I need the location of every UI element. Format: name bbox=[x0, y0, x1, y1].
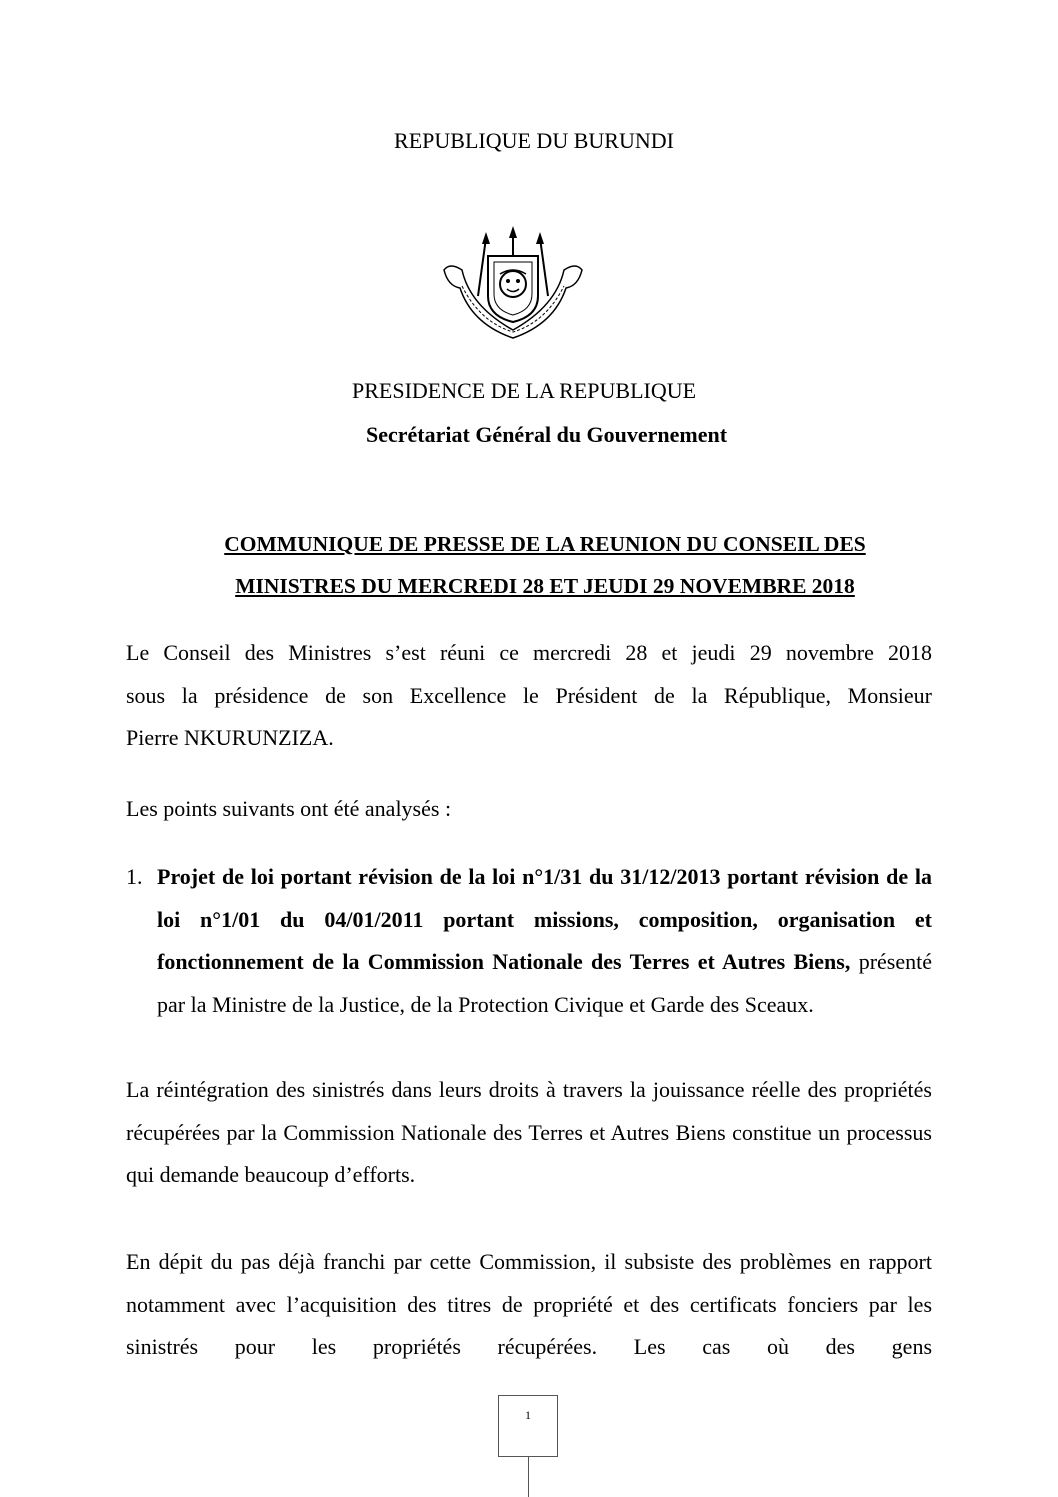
item-presenter: présenté par la Ministre de la Justice, de la Protection Civique et Garde des Sceaux. bbox=[157, 949, 933, 1017]
intro-line-1: Le Conseil des Ministres s’est réuni ce mercredi 28 et jeudi 29 novembre 2018 bbox=[126, 640, 932, 665]
item-body bbox=[157, 856, 932, 1026]
depit-paragraph: En dépit du pas déjà franchi par cette Commission, il subsiste des problèmes en rapport notamment avec l’acquisition des titres de propriété et des certificats fonciers par les sinistrés pour les propriétés récupérées. Les cas où des gens bbox=[126, 1249, 932, 1359]
agenda-item-1 bbox=[126, 856, 932, 1026]
item-title: Projet de loi portant révision de la loi n°1/31 du 31/12/2013 portant révision de la loi n°1/01 du 04/01/2011 portant missions, composition, organisation et fonctionnement de la Commission Nationale des Terres et Autres Biens, bbox=[157, 864, 932, 974]
coat-of-arms-emblem bbox=[440, 226, 586, 340]
title-line-2: MINISTRES DU MERCREDI 28 ET JEUDI 29 NOVEMBRE 2018 bbox=[235, 574, 855, 598]
intro-paragraph bbox=[126, 632, 932, 760]
title-line-1: COMMUNIQUE DE PRESSE DE LA REUNION DU CONSEIL DES bbox=[224, 532, 866, 556]
page-number-connector bbox=[528, 1457, 529, 1497]
secretariat-heading: Secrétariat Général du Gouvernement bbox=[366, 422, 728, 447]
intro-line-2: sous la présidence de son Excellence le Président de la République, Monsieur bbox=[126, 682, 932, 708]
press-release-title bbox=[150, 523, 940, 607]
points-intro: Les points suivants ont été analysés : bbox=[126, 796, 452, 821]
country-name: REPUBLIQUE DU BURUNDI bbox=[394, 128, 674, 153]
reintegration-paragraph: La réintégration des sinistrés dans leurs droits à travers la jouissance réelle des propriétés récupérées par la Commission Nationale des Terres et Autres Biens constitue un processus qui demande beaucoup d’efforts. bbox=[126, 1077, 932, 1187]
page-number-box bbox=[498, 1395, 558, 1457]
presidence-heading: PRESIDENCE DE LA REPUBLIQUE bbox=[352, 378, 697, 403]
page-number: 1 bbox=[525, 1408, 531, 1422]
intro-line-3: Pierre NKURUNZIZA. bbox=[126, 725, 334, 750]
item-number: 1. bbox=[126, 864, 143, 889]
